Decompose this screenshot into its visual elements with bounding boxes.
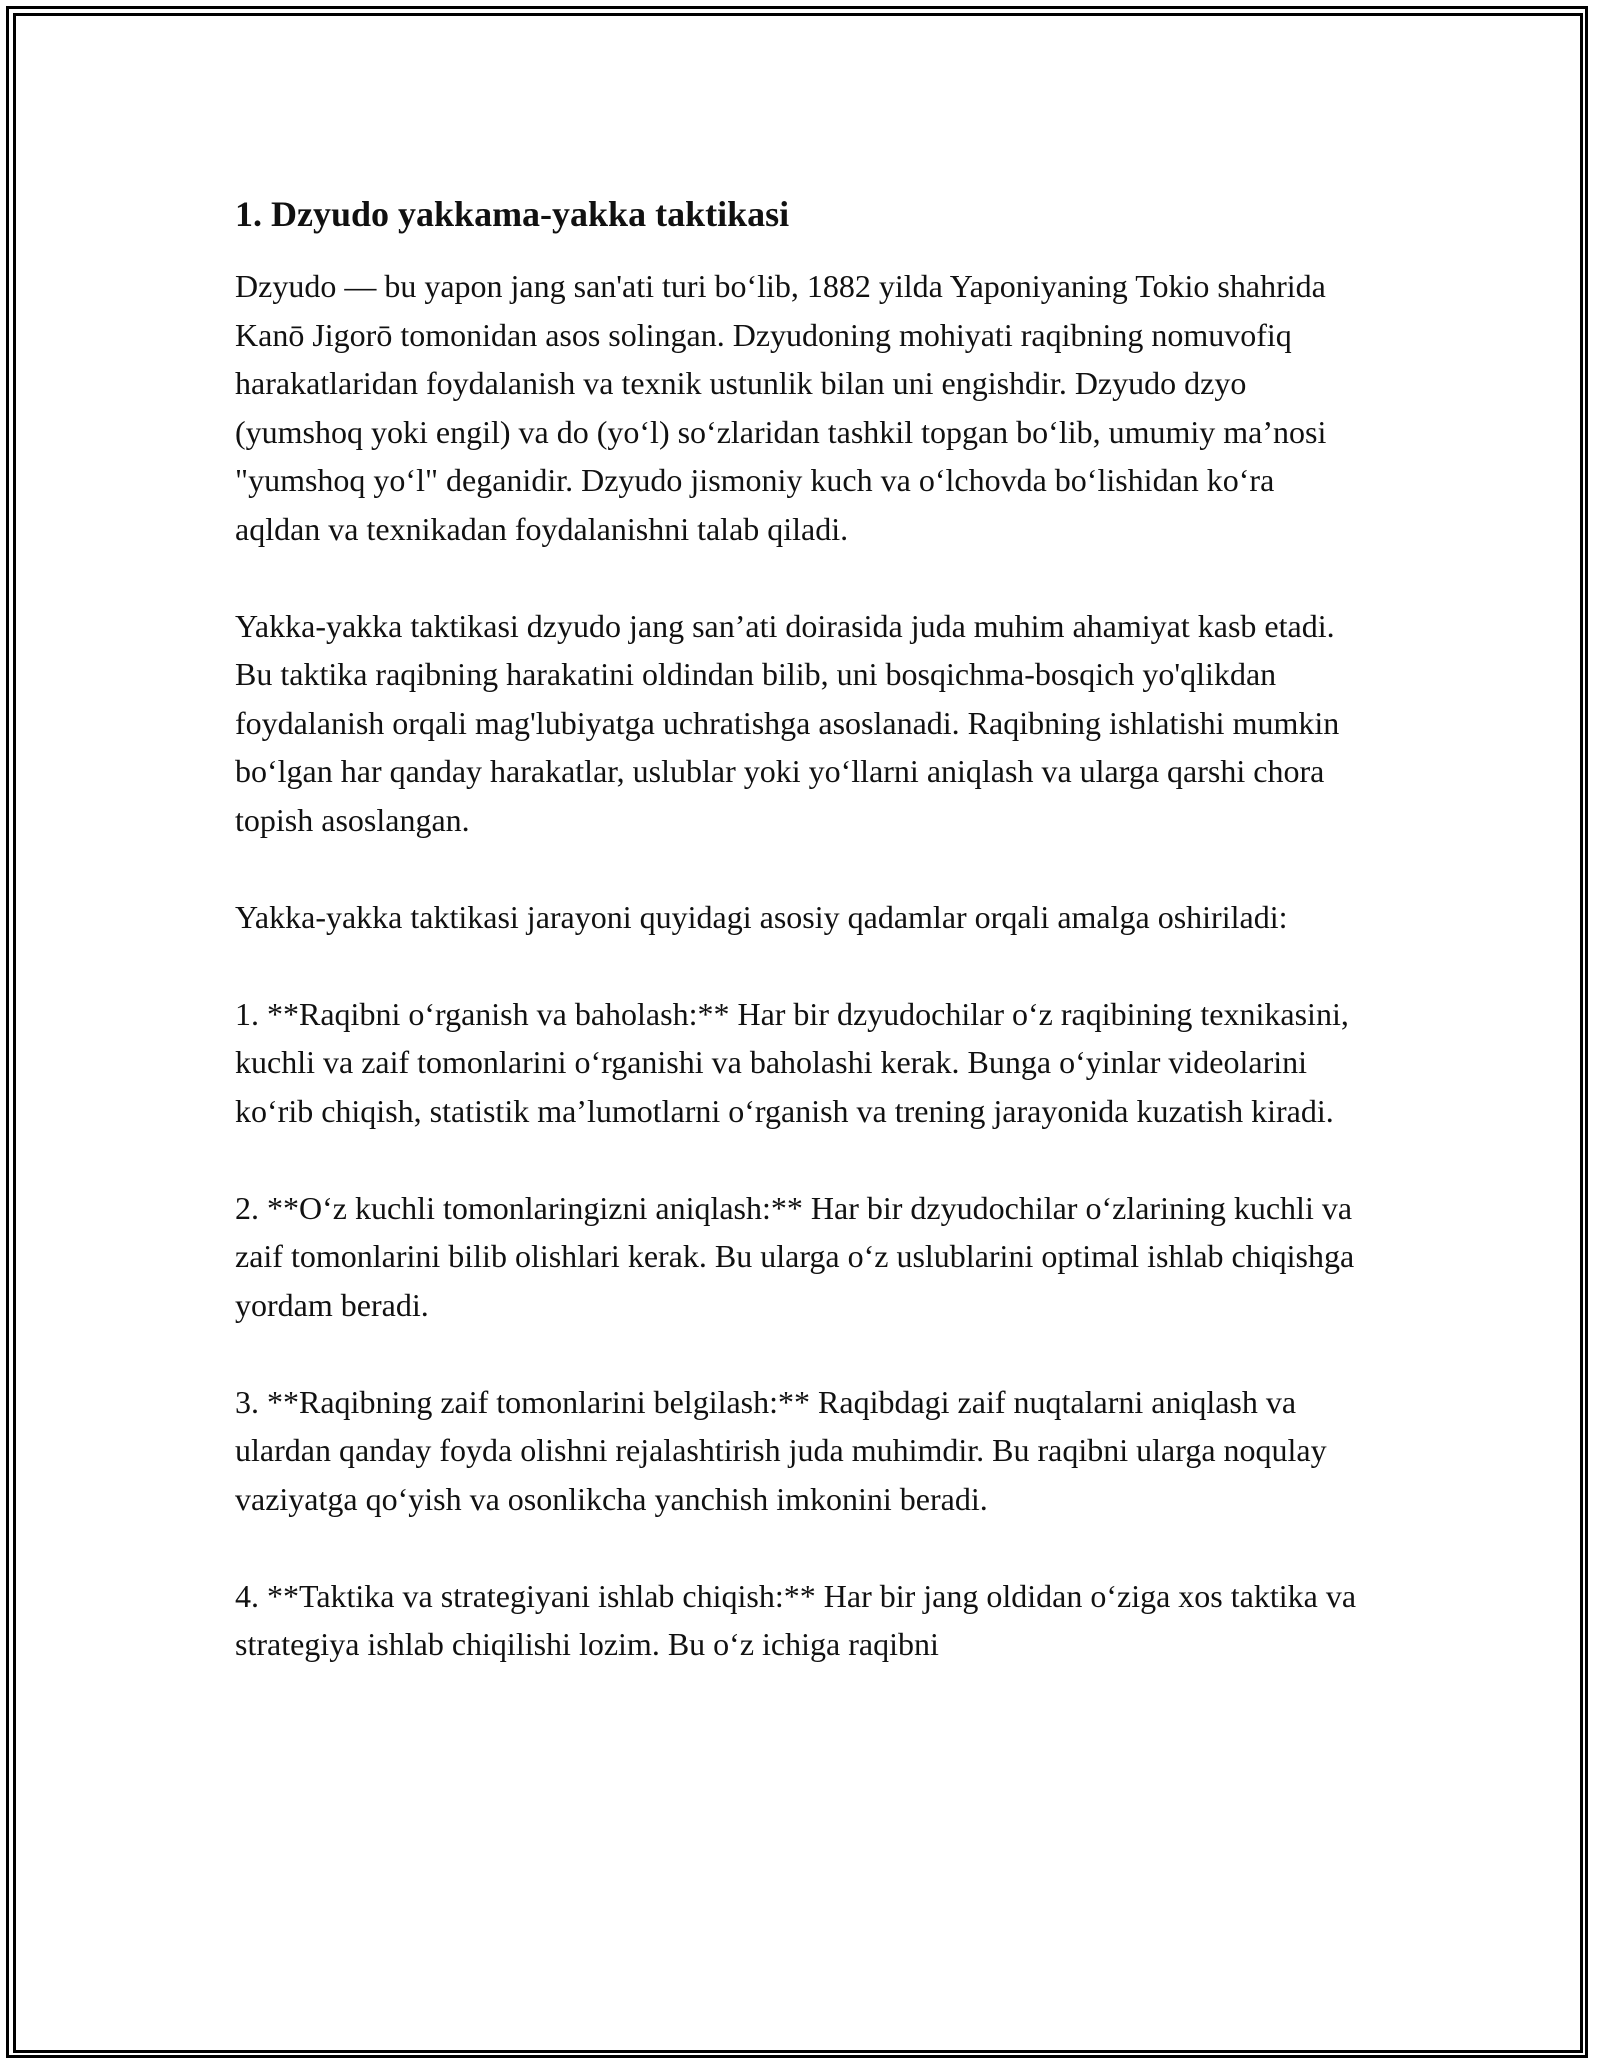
list-item-step-3: 3. **Raqibning zaif tomonlarini belgilash:** Raqibdagi zaif nuqtalarni aniqlash va ulardan qanday foyda olishni rejalashtirish juda muhimdir. Bu raqibni ularga noqulay vaziyatga qo‘yish va osonlikcha yanchish imkonini beradi.: [235, 1383, 1327, 1517]
list-item-step-1: 1. **Raqibni o‘rganish va baholash:** Har bir dzyudochilar o‘z raqibining texnikasini, kuchli va zaif tomonlarini o‘rganishi va baholashi kerak. Bunga o‘yinlar videolarini ko‘rib chiqish, statistik ma’lumotlarni o‘rganish va trening jarayonida kuzatish kiradi.: [235, 995, 1349, 1129]
list-item-step-2: 2. **O‘z kuchli tomonlaringizni aniqlash:** Har bir dzyudochilar o‘zlarining kuchli va zaif tomonlarini bilib olishlari kerak. Bu ularga o‘z uslublarini optimal ishlab chiqishga yordam beradi.: [235, 1189, 1355, 1323]
list-item-step-4: 4. **Taktika va strategiyani ishlab chiqish:** Har bir jang oldidan o‘ziga xos taktika va strategiya ishlab chiqilishi lozim. Bu o‘z ichiga raqibni: [235, 1577, 1357, 1662]
document-heading: 1. Dzyudo yakkama-yakka taktikasi: [235, 194, 790, 234]
paragraph-tactics: Yakka-yakka taktikasi dzyudo jang san’ati doirasida juda muhim ahamiyat kasb etadi. Bu taktika raqibning harakatini oldindan bilib, uni bosqichma-bosqich yo'qlikdan foydalanish orqali mag'lubiyatga uchratishga asoslanadi. Raqibning ishlatishi mumkin bo‘lgan har qanday harakatlar, uslublar yoki yo‘llarni aniqlash va ularga qarshi chora topish asoslangan.: [235, 607, 1340, 838]
paragraph-intro: Dzyudo — bu yapon jang san'ati turi bo‘lib, 1882 yilda Yaponiyaning Tokio shahrida Kanō Jigorō tomonidan asos solingan. Dzyudoning mohiyati raqibning nomuvofiq harakatlaridan foydalanish va texnik ustunlik bilan uni engishdir. Dzyudo dzyo (yumshoq yoki engil) va do (yo‘l) so‘zlaridan tashkil topgan bo‘lib, umumiy ma’nosi "yumshoq yo‘l" deganidir. Dzyudo jismoniy kuch va o‘lchovda bo‘lishidan ko‘ra aqldan va texnikadan foydalanishni talab qiladi.: [235, 268, 1327, 547]
document-body: [235, 186, 1365, 1717]
paragraph-steps-intro: Yakka-yakka taktikasi jarayoni quyidagi asosiy qadamlar orqali amalga oshiriladi:: [235, 898, 1288, 935]
